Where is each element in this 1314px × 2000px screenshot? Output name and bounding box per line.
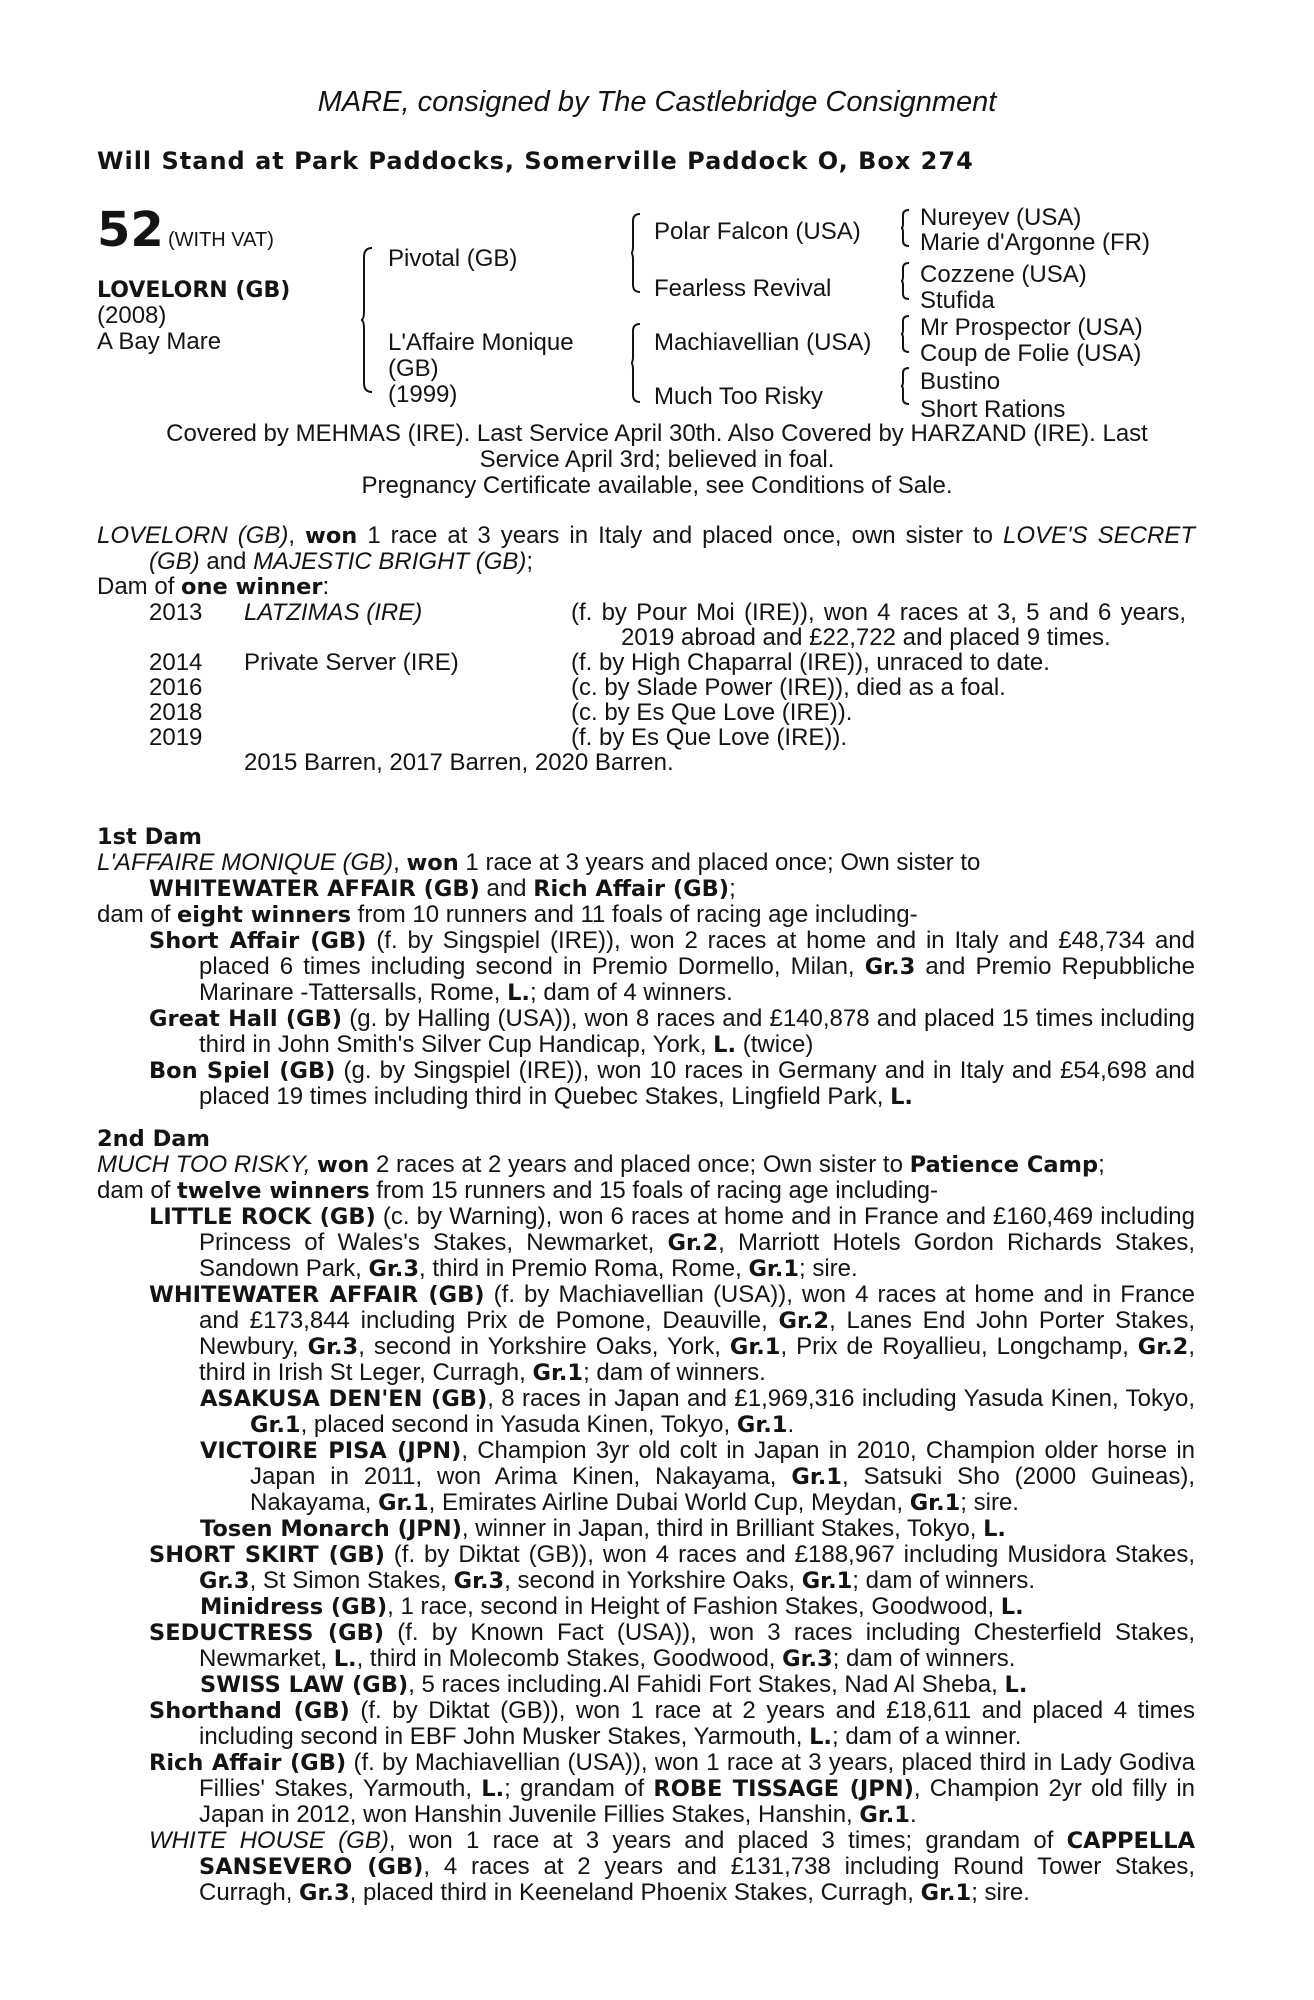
dam-of-line: Dam of one winner: xyxy=(97,573,330,600)
first-dam-produce-line: dam of eight winners from 10 runners and 11 foals of racing age including- xyxy=(97,901,918,928)
progeny-entry: ASAKUSA DEN'EN (GB), 8 races in Japan and £1,969,316 including Yasuda Kinen, Tokyo, Gr.1, placed second in Yasuda Kinen, Tokyo, Gr.1. xyxy=(200,1385,1195,1438)
produce-row: 2013 LATZIMAS (IRE) (f. by Pour Moi (IRE)), won 4 races at 3, 5 and 6 years, 2019 abroad and £22,722 and placed 9 times. xyxy=(149,599,1186,651)
progeny-entry: Shorthand (GB) (f. by Diktat (GB)), won 1 race at 2 years and £18,611 and placed 4 times including second in EBF John Musker Stakes, Yarmouth, L.; dam of a winner. xyxy=(149,1697,1195,1750)
progeny-entry: Tosen Monarch (JPN), winner in Japan, third in Brilliant Stakes, Tokyo, L. xyxy=(200,1515,1006,1542)
pedigree-dam-sire: Machiavellian (USA) xyxy=(654,329,872,356)
progeny-entry: WHITE HOUSE (GB), won 1 race at 3 years and placed 3 times; grandam of CAPPELLA SANSEVERO (GB), 4 races at 2 years and £131,738 including Round Tower Stakes, Curragh, Gr.3, placed third in Keeneland Phoenix Stakes, Curragh, Gr.1; sire. xyxy=(149,1827,1196,1906)
stand-location: Will Stand at Park Paddocks, Somerville Paddock O, Box 274 xyxy=(97,147,974,175)
second-dam-section xyxy=(97,1127,1195,1906)
foaling-year: (2008) xyxy=(97,302,167,329)
pedigree-dam-line-2: (GB) xyxy=(388,355,439,382)
produce-row: 2018 (c. by Es Que Love (IRE)). xyxy=(149,699,853,726)
first-dam-summary: L'AFFAIRE MONIQUE (GB), won 1 race at 3 years and placed once; Own sister to WHITEWATER AFFAIR (GB) and Rich Affair (GB); xyxy=(97,849,981,902)
lot-number: 52 xyxy=(97,202,164,258)
progeny-entry: Short Affair (GB) (f. by Singspiel (IRE)), won 2 races at home and in Italy and £48,734 and placed 6 times including second in Premio Dormello, Milan, Gr.3 and Premio Repubbliche Marinare -Tattersalls, Rome, L.; dam of 4 winners. xyxy=(149,927,1196,1006)
pedigree-bracket-6 xyxy=(900,315,912,353)
second-dam-heading: 2nd Dam xyxy=(97,1126,210,1152)
pedigree-bracket-1 xyxy=(360,247,376,393)
progeny-entry: WHITEWATER AFFAIR (GB) (f. by Machiavellian (USA)), won 4 races at home and in France and £173,844 including Prix de Pomone, Deauville, Gr.2, Lanes End John Porter Stakes, Newbury, Gr.3, second in Yorkshire Oaks, York, Gr.1, Prix de Royallieu, Longchamp, Gr.2, third in Irish St Leger, Curragh, Gr.1; dam of winners. xyxy=(149,1281,1195,1386)
progeny-entry: Great Hall (GB) (g. by Halling (USA)), won 8 races and £140,878 and placed 15 times including third in John Smith's Silver Cup Handicap, York, L. (twice) xyxy=(149,1005,1195,1058)
progeny-entry: SWISS LAW (GB), 5 races including.Al Fahidi Fort Stakes, Nad Al Sheba, L. xyxy=(200,1671,1028,1698)
progeny-entry: Rich Affair (GB) (f. by Machiavellian (USA)), won 1 race at 3 years, placed third in Lady Godiva Fillies' Stakes, Yarmouth, L.; grandam of ROBE TISSAGE (JPN), Champion 2yr old filly in Japan in 2012, won Hanshin Juvenile Fillies Stakes, Hanshin, Gr.1. xyxy=(149,1749,1195,1828)
first-dam-section xyxy=(97,825,1195,1110)
pedigree-bracket-3 xyxy=(630,323,644,403)
second-dam-produce-line: dam of twelve winners from 15 runners and 15 foals of racing age including- xyxy=(97,1177,938,1204)
pedigree-dam-line-1: L'Affaire Monique xyxy=(388,329,574,356)
produce-row: 2014 Private Server (IRE) (f. by High Chaparral (IRE)), unraced to date. xyxy=(149,649,1050,676)
first-dam-heading: 1st Dam xyxy=(97,824,202,850)
pedigree-g6: Coup de Folie (USA) xyxy=(920,340,1142,367)
mare-summary: LOVELORN (GB), won 1 race at 3 years in Italy and placed once, own sister to LOVE'S SECRET (GB) and MAJESTIC BRIGHT (GB); xyxy=(97,522,1195,575)
progeny-entry: VICTOIRE PISA (JPN), Champion 3yr old colt in Japan in 2010, Champion older horse in Japan in 2011, won Arima Kinen, Nakayama, Gr.1, Satsuki Sho (2000 Guineas), Nakayama, Gr.1, Emirates Airline Dubai World Cup, Meydan, Gr.1; sire. xyxy=(200,1437,1195,1516)
pedigree-g5: Mr Prospector (USA) xyxy=(920,314,1143,341)
produce-row: 2016 (c. by Slade Power (IRE)), died as a foal. xyxy=(149,674,1006,701)
produce-row: 2019 (f. by Es Que Love (IRE)). xyxy=(149,724,848,751)
pedigree-g8: Short Rations xyxy=(920,396,1066,423)
pedigree-g3: Cozzene (USA) xyxy=(920,261,1087,288)
covering-line-1: Covered by MEHMAS (IRE). Last Service April 30th. Also Covered by HARZAND (IRE). Last xyxy=(166,420,1148,447)
progeny-entry: Minidress (GB), 1 race, second in Height of Fashion Stakes, Goodwood, L. xyxy=(200,1593,1024,1620)
pedigree-sire-dam: Fearless Revival xyxy=(654,275,832,302)
mare-name: LOVELORN (GB) xyxy=(97,522,289,549)
pedigree-dam-line-3: (1999) xyxy=(388,381,458,408)
pedigree-bracket-2 xyxy=(630,213,644,293)
covering-line-3: Pregnancy Certificate available, see Conditions of Sale. xyxy=(361,472,953,499)
vat-note: (WITH VAT) xyxy=(168,229,274,251)
pedigree-g7: Bustino xyxy=(920,368,1001,395)
second-dam-summary: MUCH TOO RISKY, won 2 races at 2 years and placed once; Own sister to Patience Camp; xyxy=(97,1151,1105,1178)
covering-note xyxy=(0,421,1314,499)
pedigree-dam-dam: Much Too Risky xyxy=(654,383,823,410)
pedigree-bracket-7 xyxy=(900,367,912,405)
consignor-heading: MARE, consigned by The Castlebridge Consignment xyxy=(317,86,997,118)
pedigree-sire: Pivotal (GB) xyxy=(388,245,518,272)
pedigree-g1: Nureyev (USA) xyxy=(920,204,1082,231)
progeny-entry: Bon Spiel (GB) (g. by Singspiel (IRE)), won 10 races in Germany and in Italy and £54,698 and placed 19 times including third in Quebec Stakes, Lingfield Park, L. xyxy=(149,1057,1195,1110)
pedigree-bracket-4 xyxy=(900,209,912,247)
progeny-entry: LITTLE ROCK (GB) (c. by Warning), won 6 races at home and in France and £160,469 including Princess of Wales's Stakes, Newmarket, Gr.2, Marriott Hotels Gordon Richards Stakes, Sandown Park, Gr.3, third in Premio Roma, Rome, Gr.1; sire. xyxy=(149,1203,1195,1282)
pedigree-g2: Marie d'Argonne (FR) xyxy=(920,229,1150,256)
pedigree-sire-sire: Polar Falcon (USA) xyxy=(654,218,861,245)
mare-section xyxy=(97,523,1195,775)
covering-line-2: Service April 3rd; believed in foal. xyxy=(479,446,835,473)
produce-table xyxy=(149,600,1186,750)
pedigree-g4: Stufida xyxy=(920,287,995,314)
barren-line: 2015 Barren, 2017 Barren, 2020 Barren. xyxy=(244,749,674,776)
progeny-entry: SHORT SKIRT (GB) (f. by Diktat (GB)), won 4 races and £188,967 including Musidora Stakes, Gr.3, St Simon Stakes, Gr.3, second in Yorkshire Oaks, Gr.1; dam of winners. xyxy=(149,1541,1196,1594)
horse-name: LOVELORN (GB) xyxy=(97,278,291,303)
horse-sex: A Bay Mare xyxy=(97,328,222,355)
pedigree-bracket-5 xyxy=(900,262,912,300)
progeny-entry: SEDUCTRESS (GB) (f. by Known Fact (USA)), won 3 races including Chesterfield Stakes, Newmarket, L., third in Molecomb Stakes, Goodwood, Gr.3; dam of winners. xyxy=(149,1619,1195,1672)
